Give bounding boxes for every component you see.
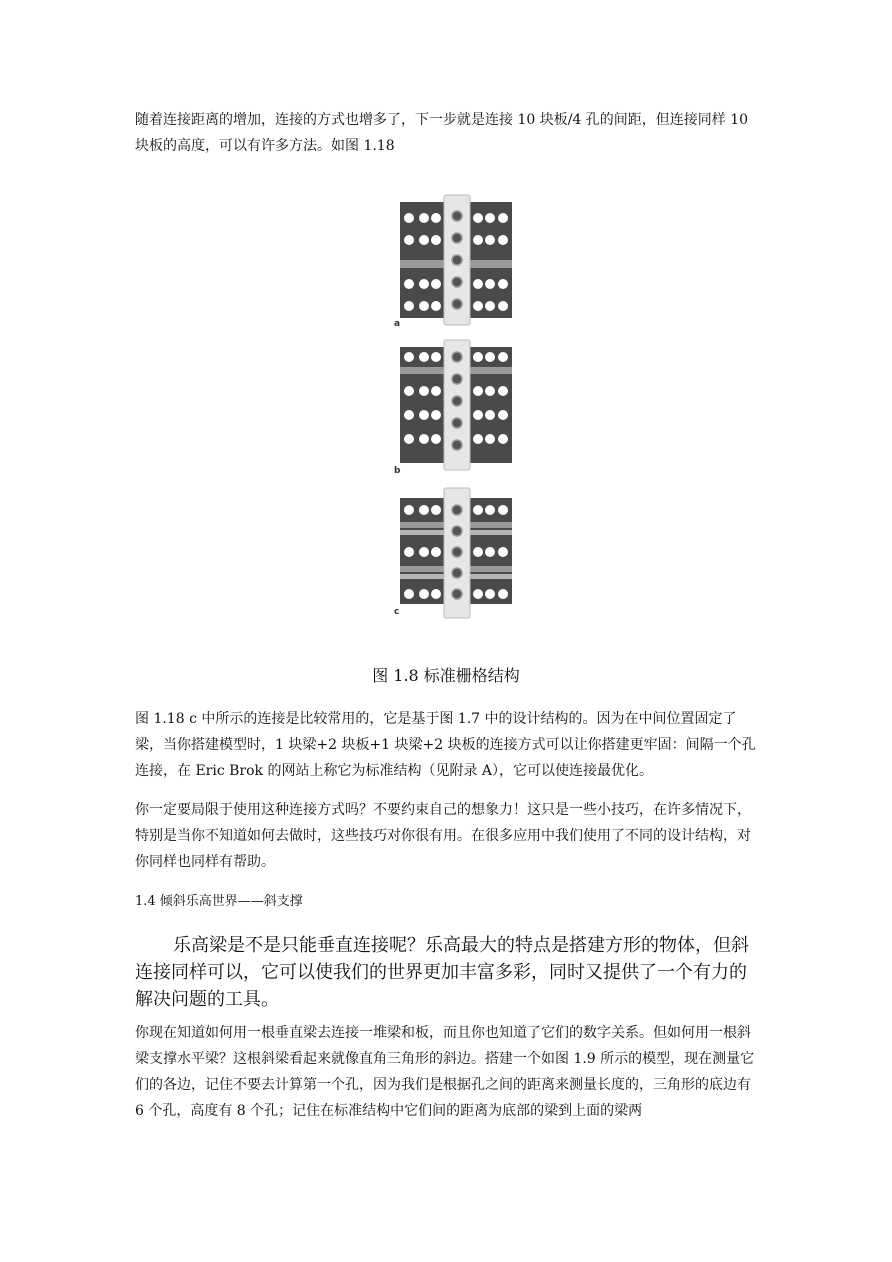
paragraph-imagination: 你一定要局限于使用这种连接方式吗？不要约束自己的想象力！这只是一些小技巧，在许多情况下，特别是当你不知道如何去做时，这些技巧对你很有用。在很多应用中我们使用了不同的设计结构，对你同样也同样有帮助。 bbox=[135, 802, 751, 870]
figure-lego-grid bbox=[386, 190, 520, 630]
section-heading: 1.4 倾斜乐高世界——斜支撑 bbox=[135, 894, 303, 909]
figure-panel-b bbox=[394, 340, 512, 476]
figure-label-c: c bbox=[394, 607, 400, 617]
figure-label-a: a bbox=[394, 319, 401, 329]
paragraph-diagonal-beam: 你现在知道如何用一根垂直梁去连接一堆梁和板，而且你也知道了它们的数字关系。但如何用一根斜梁支撑水平梁？这根斜梁看起来就像直角三角形的斜边。搭建一个如图 1.9 所示的模型，现在测量它们的各边，记住不要去计算第一个孔，因为我们是根据孔之间的距离来测量长度的，三角形的底边有 6 个孔，高度有 8 个孔；记住在标准结构中它们间的距离为底部的梁到上面的梁两 bbox=[135, 1025, 755, 1119]
figure-label-b: b bbox=[394, 466, 401, 476]
paragraph-standard-structure: 图 1.18 c 中所示的连接是比较常用的，它是基于图 1.7 中的设计结构的。因为在中间位置固定了梁，当你搭建模型时，1 块梁+2 块板+1 块梁+2 块板的连接方式可以让你搭建更牢固：间隔一个孔连接，在 Eric Brok 的网站上称它为标准结构（见附录 A），它可以使连接最优化。 bbox=[135, 711, 756, 779]
figure-panel-a bbox=[394, 195, 512, 329]
figure-panel-c bbox=[394, 488, 512, 618]
paragraph-intro: 随着连接距离的增加，连接的方式也增多了，下一步就是连接 10 块板/4 孔的间距，但连接同样 10 块板的高度，可以有许多方法。如图 1.18 bbox=[135, 112, 749, 154]
paragraph-diagonal-intro: 乐高梁是不是只能垂直连接呢？乐高最大的特点是搭建方形的物体，但斜连接同样可以，它可以使我们的世界更加丰富多彩，同时又提供了一个有力的解决问题的工具。 bbox=[135, 935, 749, 1010]
figure-caption: 图 1.8 标准栅格结构 bbox=[372, 666, 520, 685]
